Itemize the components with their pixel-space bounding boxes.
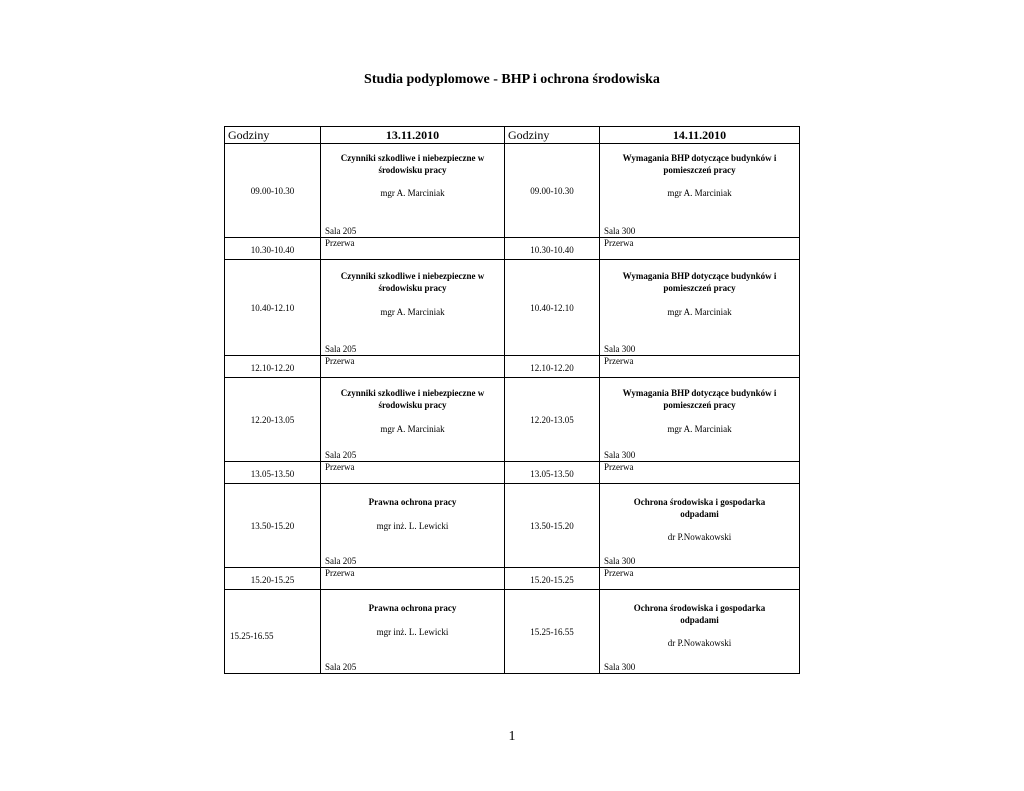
session-cell-day2 [600,484,800,568]
session-subject: Ochrona środowiska i gospodarka odpadami [633,603,766,625]
break-label: Przerwa [600,356,800,378]
session-room: Sala 300 [604,662,636,672]
break-time: 12.10-12.20 [225,356,321,378]
session-subject: Prawna ochrona pracy [368,603,457,613]
session-teacher: mgr A. Marciniak [380,307,445,317]
session-room: Sala 300 [604,450,636,460]
header-date-1: 13.11.2010 [321,127,505,144]
session-teacher: mgr inż. L. Lewicki [376,627,449,637]
session-teacher: mgr A. Marciniak [667,188,732,198]
break-label: Przerwa [600,568,800,590]
session-room: Sala 300 [604,226,636,236]
session-row [225,144,800,238]
session-subject: Czynniki szkodliwe i niebezpieczne w środowisku pracy [340,271,485,293]
break-label: Przerwa [600,238,800,260]
session-subject: Ochrona środowiska i gospodarka odpadami [633,497,766,519]
session-subject: Wymagania BHP dotyczące budynków i pomieszczeń pracy [622,153,777,175]
session-time: 15.25-16.55 [505,590,600,674]
break-time: 10.30-10.40 [505,238,600,260]
table-header-row [225,127,800,144]
session-teacher: mgr A. Marciniak [667,424,732,434]
session-teacher: dr P.Nowakowski [667,532,732,542]
session-subject: Wymagania BHP dotyczące budynków i pomieszczeń pracy [622,271,777,293]
session-cell-day2 [600,378,800,462]
session-cell-day2 [600,144,800,238]
session-subject: Wymagania BHP dotyczące budynków i pomieszczeń pracy [622,388,777,410]
session-room: Sala 300 [604,556,636,566]
page-number: 1 [508,729,516,744]
header-hours-1: Godziny [225,127,321,144]
session-cell-day1 [321,260,505,356]
session-row [225,590,800,674]
session-room: Sala 205 [325,662,357,672]
session-subject: Czynniki szkodliwe i niebezpieczne w środowisku pracy [340,153,485,175]
break-time: 15.20-15.25 [225,568,321,590]
break-label: Przerwa [321,462,505,484]
header-date-2: 14.11.2010 [600,127,800,144]
session-room: Sala 205 [325,556,357,566]
break-row [225,568,800,590]
session-row [225,260,800,356]
session-time: 13.50-15.20 [225,484,321,568]
session-cell-day1 [321,378,505,462]
session-room: Sala 300 [604,344,636,354]
session-subject: Prawna ochrona pracy [368,497,457,507]
break-label: Przerwa [321,238,505,260]
session-room: Sala 205 [325,344,357,354]
break-row [225,238,800,260]
schedule-table [224,126,800,674]
session-room: Sala 205 [325,450,357,460]
session-subject: Czynniki szkodliwe i niebezpieczne w środowisku pracy [340,388,485,410]
break-label: Przerwa [321,356,505,378]
session-time: 12.20-13.05 [505,378,600,462]
session-time: 15.25-16.55 [225,590,321,674]
session-time: 09.00-10.30 [505,144,600,238]
session-cell-day1 [321,144,505,238]
session-room: Sala 205 [325,226,357,236]
session-cell-day2 [600,590,800,674]
session-time: 12.20-13.05 [225,378,321,462]
page-title: Studia podyplomowe - BHP i ochrona środowiska [364,72,660,87]
break-row [225,356,800,378]
session-row [225,378,800,462]
header-hours-2: Godziny [505,127,600,144]
session-time: 10.40-12.10 [505,260,600,356]
break-label: Przerwa [600,462,800,484]
break-label: Przerwa [321,568,505,590]
break-time: 13.05-13.50 [505,462,600,484]
session-teacher: mgr A. Marciniak [380,188,445,198]
break-time: 12.10-12.20 [505,356,600,378]
session-cell-day1 [321,590,505,674]
break-time: 13.05-13.50 [225,462,321,484]
session-teacher: mgr A. Marciniak [380,424,445,434]
break-row [225,462,800,484]
session-time: 09.00-10.30 [225,144,321,238]
session-teacher: dr P.Nowakowski [667,638,732,648]
session-teacher: mgr inż. L. Lewicki [376,521,449,531]
session-teacher: mgr A. Marciniak [667,307,732,317]
session-time: 10.40-12.10 [225,260,321,356]
session-time: 13.50-15.20 [505,484,600,568]
session-row [225,484,800,568]
break-time: 15.20-15.25 [505,568,600,590]
session-cell-day1 [321,484,505,568]
session-cell-day2 [600,260,800,356]
break-time: 10.30-10.40 [225,238,321,260]
